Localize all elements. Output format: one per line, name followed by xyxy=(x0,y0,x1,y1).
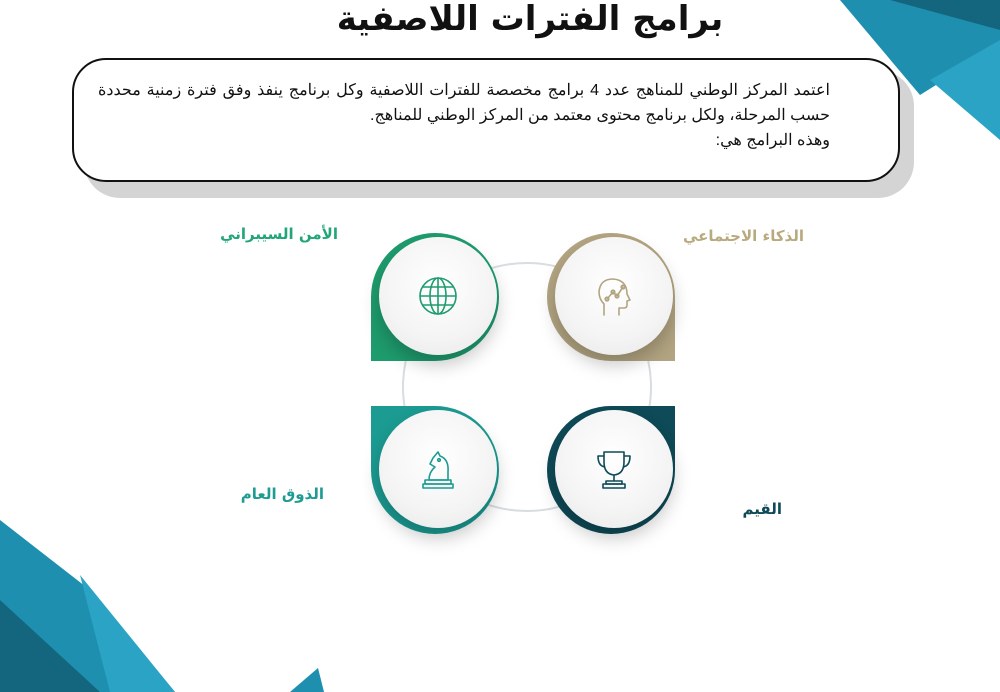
chess-knight-icon xyxy=(413,444,463,494)
label-public-taste: الذوق العام xyxy=(240,485,324,503)
label-cyber-security: الأمن السيبراني xyxy=(220,225,338,243)
globe-icon xyxy=(413,271,463,321)
program-cyber-security xyxy=(379,237,497,355)
program-public-taste xyxy=(379,410,497,528)
intro-paragraph: اعتمد المركز الوطني للمناهج عدد 4 برامج مخصصة للفترات اللاصفية وكل برنامج ينفذ وفق فترة زمنية محددة حسب المرحلة، ولكل برنامج محتوى معتمد من المركز الوطني للمناهج. xyxy=(98,82,830,124)
head-chart-icon xyxy=(589,271,639,321)
intro-lead: وهذه البرامج هي: xyxy=(715,132,830,149)
page-title: برامج الفترات اللاصفية xyxy=(336,0,724,39)
label-values: القيم xyxy=(742,500,782,518)
trophy-icon xyxy=(589,444,639,494)
program-social-ai xyxy=(555,237,673,355)
program-values xyxy=(555,410,673,528)
intro-callout xyxy=(72,58,900,182)
label-social-ai: الذكاء الاجتماعي xyxy=(682,227,804,245)
